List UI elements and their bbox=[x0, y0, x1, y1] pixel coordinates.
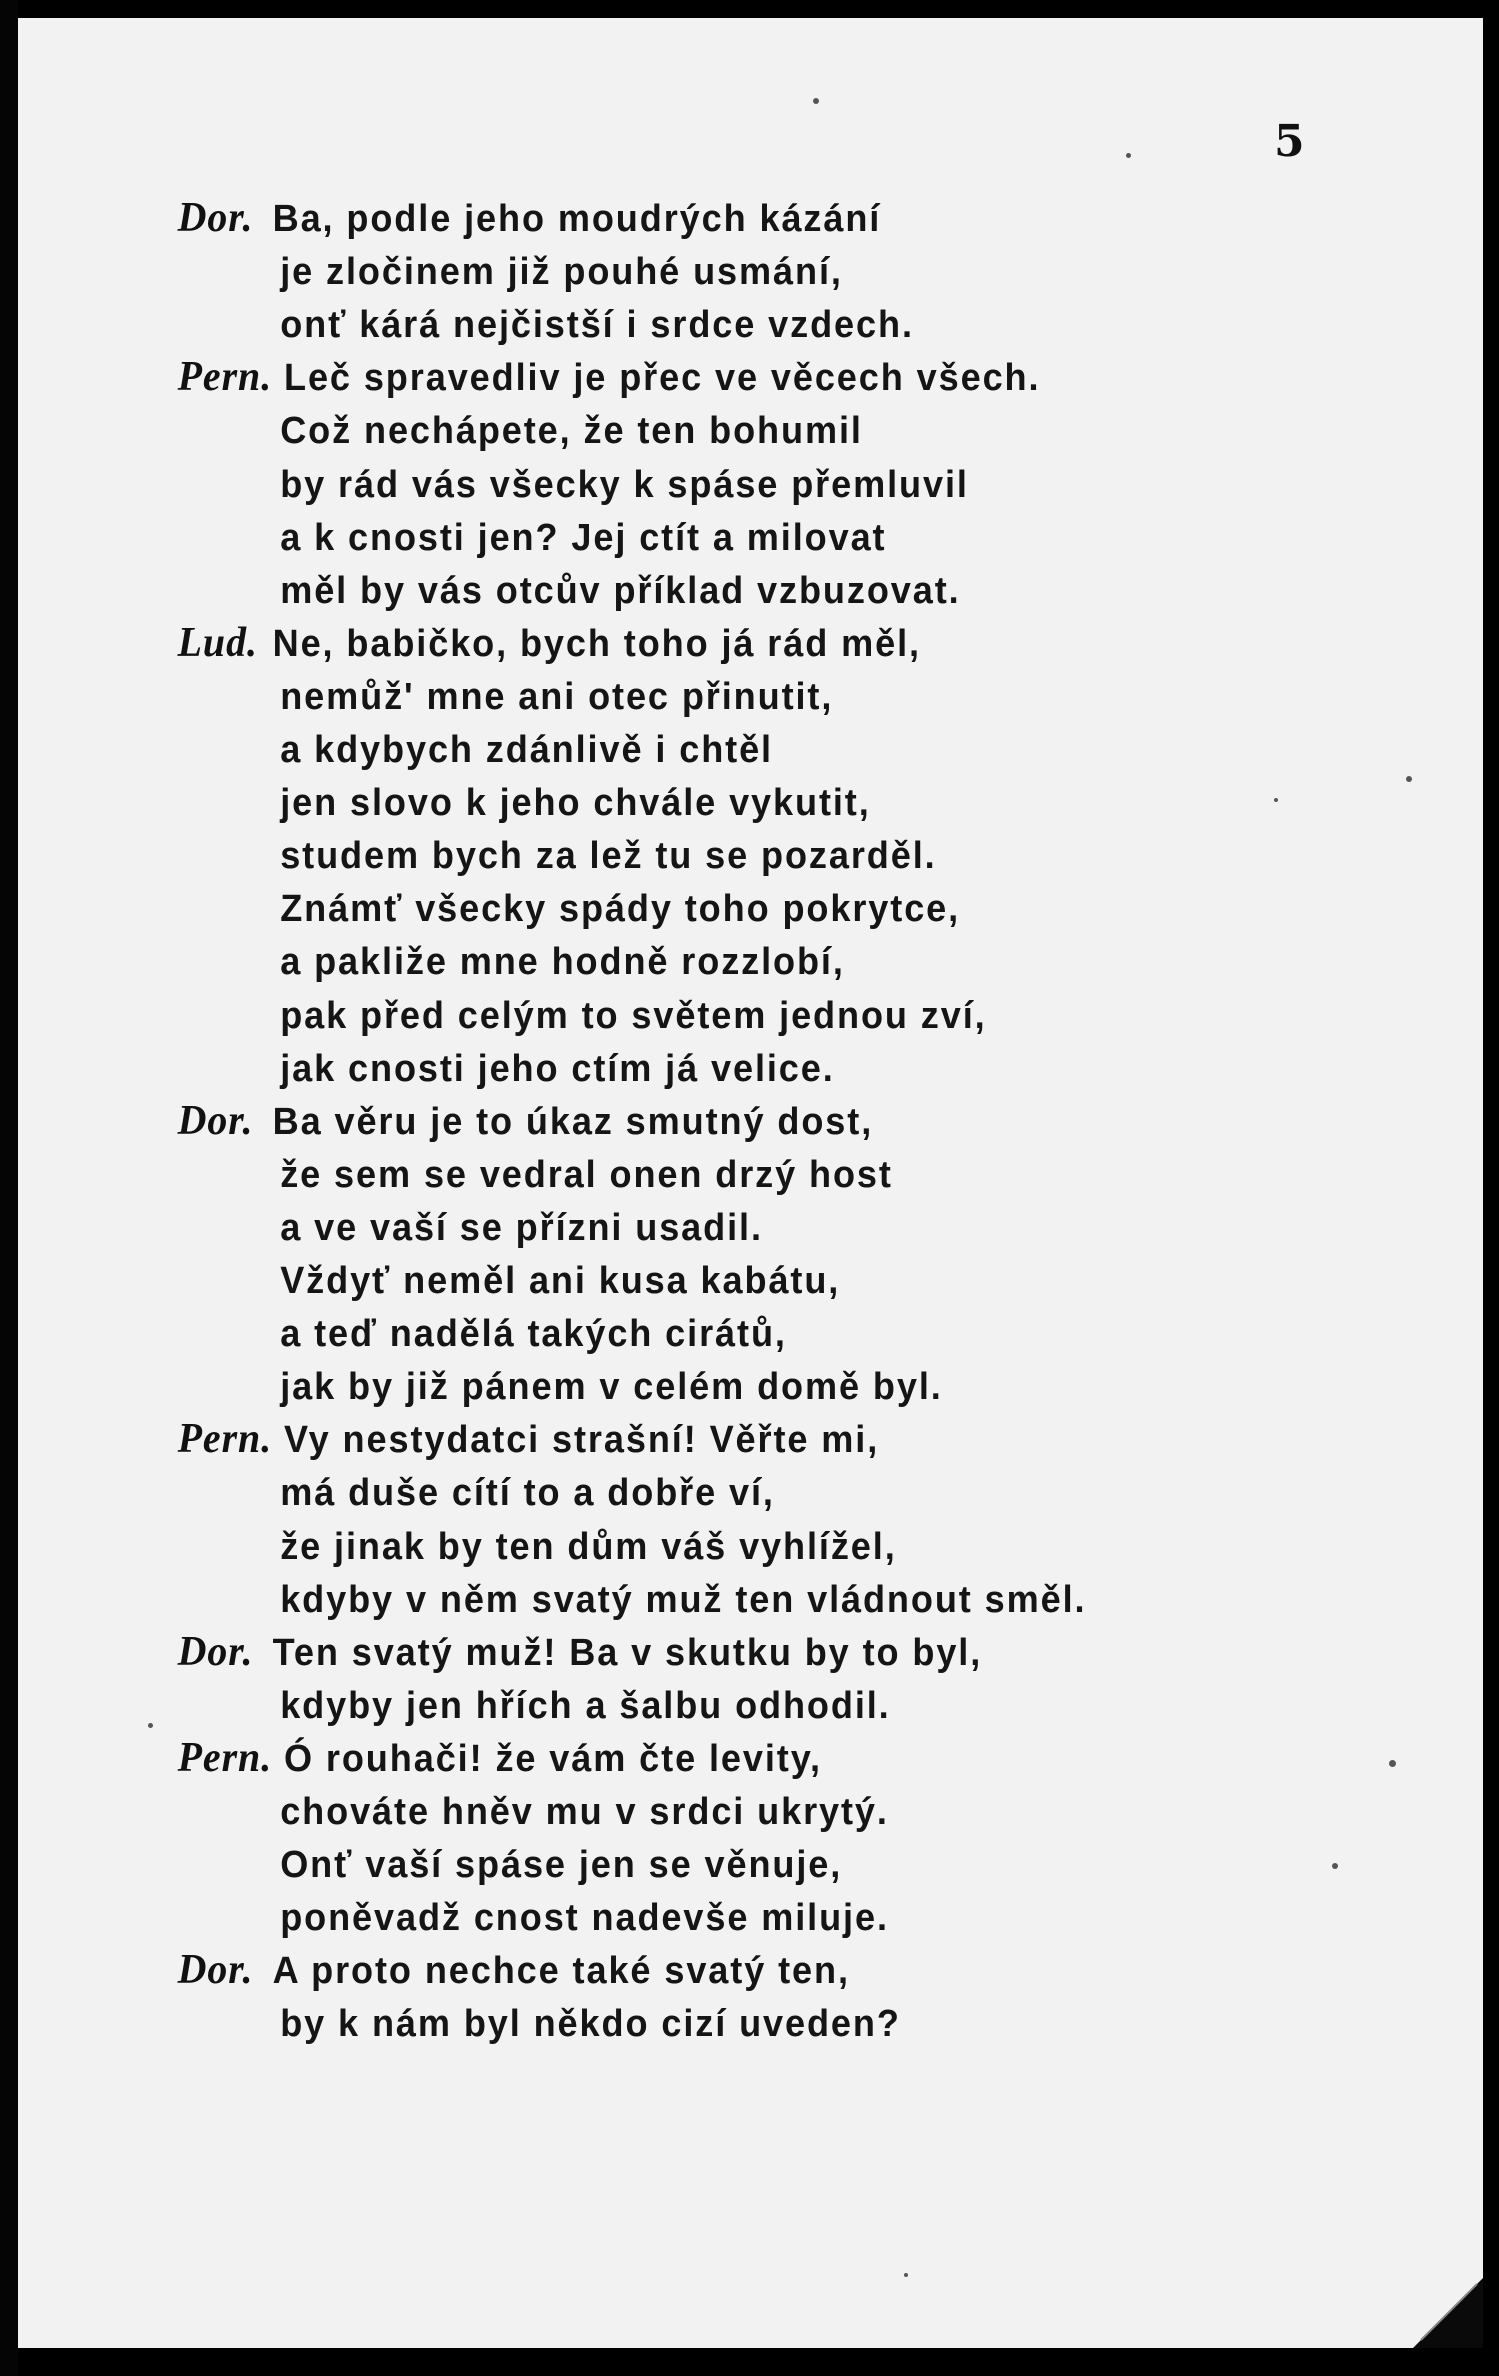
verse-line bbox=[18, 1526, 1348, 1579]
verse-line bbox=[18, 1579, 1348, 1632]
verse-line bbox=[18, 1897, 1348, 1950]
speaker-name: Pern. bbox=[177, 354, 273, 401]
scan-speck bbox=[813, 98, 819, 104]
verse-line bbox=[18, 304, 1348, 357]
speaker-name: Dor. bbox=[177, 1628, 254, 1675]
verse-line bbox=[18, 1416, 1348, 1472]
verse-line bbox=[18, 1947, 1348, 2003]
verse-line bbox=[18, 410, 1348, 463]
verse-line bbox=[18, 995, 1348, 1048]
verse-text: onť kárá nejčistší i srdce vzdech. bbox=[280, 304, 914, 347]
verse-line bbox=[18, 619, 1348, 676]
scan-speck bbox=[1274, 798, 1278, 802]
page-number: 5 bbox=[1274, 116, 1305, 167]
verse-line bbox=[18, 251, 1348, 304]
verse-text: A proto nechce také svatý ten, bbox=[272, 1950, 850, 1993]
verse-text: Ne, babičko, bych toho já rád měl, bbox=[272, 622, 921, 665]
scan-speck bbox=[148, 1723, 153, 1728]
scan-left-border bbox=[0, 0, 18, 2376]
scan-speck bbox=[1406, 776, 1412, 782]
verse-line bbox=[18, 782, 1348, 835]
verse-text: kdyby v něm svatý muž ten vládnout směl. bbox=[280, 1578, 1087, 1621]
verse-line bbox=[18, 1260, 1348, 1313]
verse-line bbox=[18, 1844, 1348, 1897]
scan-speck bbox=[1332, 1863, 1338, 1869]
verse-line bbox=[18, 1048, 1348, 1101]
scan-speck bbox=[1389, 1760, 1396, 1767]
scan-speck bbox=[1126, 153, 1131, 158]
book-page bbox=[18, 18, 1483, 2348]
verse-text: nemůž' mne ani otec přinutit, bbox=[280, 675, 834, 718]
verse-line bbox=[18, 1154, 1348, 1207]
speaker-name: Lud. bbox=[177, 619, 258, 666]
verse-line bbox=[18, 464, 1348, 517]
speaker-name: Pern. bbox=[177, 1734, 273, 1781]
verse-text: Což nechápete, že ten bohumil bbox=[280, 410, 863, 453]
speaker-name: Dor. bbox=[177, 1097, 254, 1144]
verse-text: chováte hněv mu v srdci ukrytý. bbox=[280, 1791, 889, 1833]
verse-text: Vždyť neměl ani kusa kabátu, bbox=[280, 1260, 841, 1302]
verse-line bbox=[18, 729, 1348, 782]
verse-text: kdyby jen hřích a šalbu odhodil. bbox=[280, 1684, 891, 1727]
verse-text: a ve vaší se přízni usadil. bbox=[280, 1206, 763, 1249]
verse-text: Známť všecky spády toho pokrytce, bbox=[280, 888, 961, 931]
verse-line bbox=[18, 1628, 1348, 1685]
verse-line bbox=[18, 941, 1348, 994]
verse-text: jak by již pánem v celém domě byl. bbox=[280, 1366, 943, 1409]
verse-line bbox=[18, 1791, 1348, 1844]
verse-line bbox=[18, 1734, 1348, 1791]
verse-line bbox=[18, 835, 1348, 888]
verse-text: Ba věru je to úkaz smutný dost, bbox=[272, 1100, 874, 1143]
verse-text: pak před celým to světem jednou zví, bbox=[280, 994, 987, 1037]
verse-line bbox=[18, 1472, 1348, 1525]
verse-text: a pakliže mne hodně rozzlobí, bbox=[280, 941, 845, 984]
verse-line bbox=[18, 517, 1348, 570]
verse-text: Vy nestydatci strašní! Věřte mi, bbox=[284, 1419, 880, 1462]
verse-text: studem bych za lež tu se pozarděl. bbox=[280, 835, 937, 878]
speaker-name: Dor. bbox=[177, 195, 254, 241]
verse-line bbox=[18, 2003, 1348, 2056]
verse-text: a teď nadělá takých cirátů, bbox=[280, 1313, 787, 1356]
verse-text: Onť vaší spáse jen se věnuje, bbox=[280, 1844, 843, 1887]
verse-line bbox=[18, 570, 1348, 623]
verse-line bbox=[18, 195, 1348, 251]
verse-text: poněvadž cnost nadevše miluje. bbox=[280, 1897, 889, 1940]
verse-line bbox=[18, 888, 1348, 941]
speaker-name: Pern. bbox=[177, 1416, 273, 1463]
verse-line bbox=[18, 1313, 1348, 1366]
verse-text: Ba, podle jeho moudrých kázání bbox=[272, 198, 882, 240]
verse-text: že sem se vedral onen drzý host bbox=[280, 1153, 893, 1196]
verse-text: jak cnosti jeho ctím já velice. bbox=[280, 1047, 835, 1090]
verse-line bbox=[18, 354, 1348, 410]
page-corner-fold bbox=[1403, 2268, 1483, 2348]
verse-text: že jinak by ten dům váš vyhlížel, bbox=[280, 1525, 897, 1568]
verse-line bbox=[18, 676, 1348, 729]
verse-line bbox=[18, 1685, 1348, 1738]
verse-text: by rád vás všecky k spáse přemluvil bbox=[280, 463, 969, 506]
verse-text: a kdybych zdánlivě i chtěl bbox=[280, 729, 773, 771]
verse-text: měl by vás otcův příklad vzbuzovat. bbox=[280, 569, 961, 612]
verse-text: Leč spravedliv je přec ve věcech všech. bbox=[284, 357, 1041, 400]
scan-speck bbox=[904, 2273, 908, 2277]
verse-line bbox=[18, 1097, 1348, 1154]
verse-text: a k cnosti jen? Jej ctít a milovat bbox=[280, 516, 887, 559]
speaker-name: Dor. bbox=[177, 1947, 254, 1994]
verse-line bbox=[18, 1366, 1348, 1419]
verse-text: Ten svatý muž! Ba v skutku by to byl, bbox=[272, 1631, 983, 1674]
verse-text: Ó rouhači! že vám čte levity, bbox=[284, 1737, 822, 1780]
verse-text: má duše cítí to a dobře ví, bbox=[280, 1472, 775, 1515]
verse-line bbox=[18, 1207, 1348, 1260]
verse-text: by k nám byl někdo cizí uveden? bbox=[280, 2003, 901, 2046]
verse-text: je zločinem již pouhé usmání, bbox=[280, 251, 843, 294]
verse-text: jen slovo k jeho chvále vykutit, bbox=[280, 782, 871, 825]
